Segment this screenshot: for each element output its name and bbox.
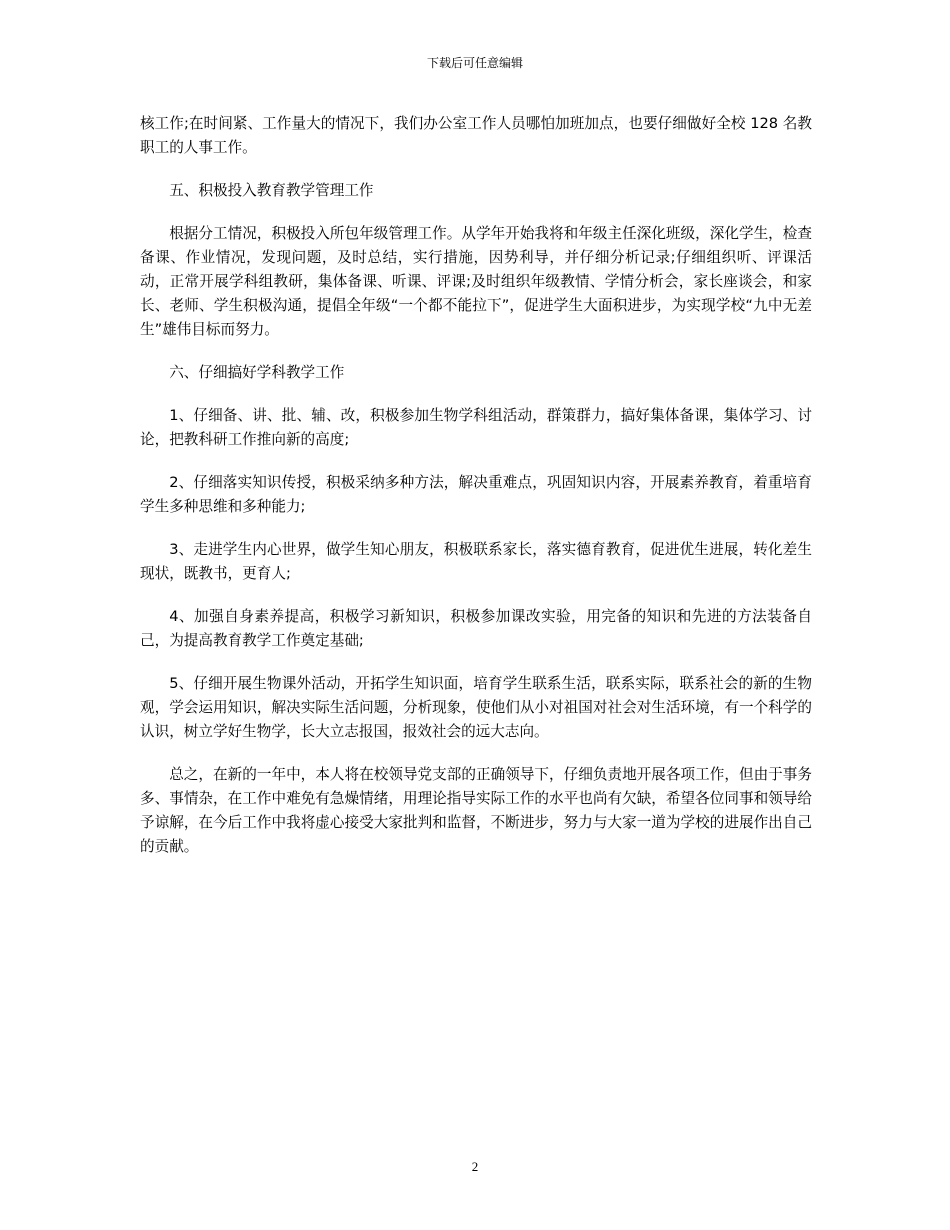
page-number: 2 [471,1159,479,1174]
list-item-2: 2、仔细落实知识传授，积极采纳多种方法，解决重难点，巩固知识内容，开展素养教育，着重培育学生多种思维和多种能力; [140,474,812,515]
list-item-4: 4、加强自身素养提高，积极学习新知识，积极参加课改实验，用完备的知识和先进的方法装备自己，为提高教育教学工作奠定基础; [140,608,812,649]
list-item-3: 3、走进学生内心世界，做学生知心朋友，积极联系家长，落实德育教育，促进优生进展，转化差生现状，既教书，更育人; [140,541,812,582]
page-header: 下载后可任意编辑 [426,56,523,70]
paragraph-grade-management: 根据分工情况，积极投入所包年级管理工作。从学年开始我将和年级主任深化班级，深化学生，检查备课、作业情况，发现问题，及时总结，实行措施，因势利导，并仔细分析记录;仔细组织听、评课活动，正常开展学科组教研，集体备课、听课、评课;及时组织年级教情、学情分析会，家长座谈会，和家长、老师、学生积极沟通，提倡全年级“一个都不能拉下”，促进学生大面积进步，为实现学校“九中无差生”雄伟目标而努力。 [140,225,812,338]
list-item-1: 1、仔细备、讲、批、辅、改，积极参加生物学科组活动，群策群力，搞好集体备课，集体学习、讨论，把教科研工作推向新的高度; [140,407,812,448]
paragraph-conclusion: 总之，在新的一年中，本人将在校领导党支部的正确领导下，仔细负责地开展各项工作，但由于事务多、事情杂，在工作中难免有急燥情绪，用理论指导实际工作的水平也尚有欠缺，希望各位同事和领导给予谅解，在今后工作中我将虚心接受大家批判和监督，不断进步，努力与大家一道为学校的进展作出自己的贡献。 [140,766,812,855]
paragraph-continuation: 核工作;在时间紧、工作量大的情况下，我们办公室工作人员哪怕加班加点，也要仔细做好全校 128 名教职工的人事工作。 [140,115,812,156]
section-heading-five: 五、积极投入教育教学管理工作 [169,182,374,199]
document-body [140,112,812,878]
list-item-5: 5、仔细开展生物课外活动，开拓学生知识面，培育学生联系生活，联系实际，联系社会的新的生物观，学会运用知识，解决实际生活问题，分析现象，使他们从小对祖国对社会对生活环境，有一个科学的认识，树立学好生物学，长大立志报国，报效社会的远大志向。 [140,675,812,740]
section-heading-six: 六、仔细搞好学科教学工作 [169,364,345,381]
